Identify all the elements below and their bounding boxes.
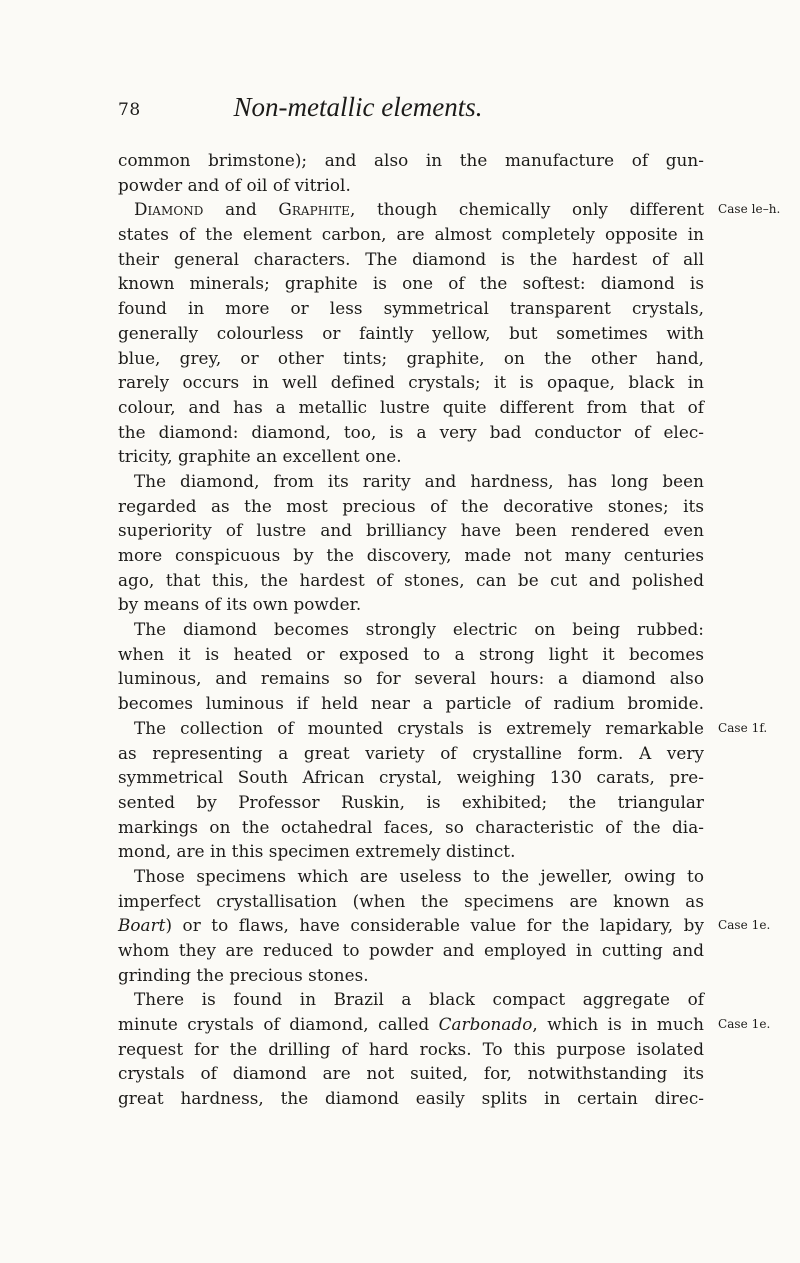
margin-note: Case le–h. (718, 202, 781, 217)
text-line: whom they are reduced to powder and employed in cutting and (118, 940, 704, 960)
text-line: superiority of lustre and brilliancy have been rendered even (118, 520, 704, 541)
text-line (118, 913, 771, 938)
text-line: known minerals; graphite is one of the softest: diamond is (118, 273, 704, 294)
text-line: request for the drilling of hard rocks. To this purpose isolated (118, 1038, 704, 1059)
text-line: tricity, graphite an excellent one. (118, 446, 402, 467)
text-line: when it is heated or exposed to a strong light it becomes (118, 643, 704, 664)
text-line: crystals of diamond are not suited, for, notwithstanding its (118, 1063, 704, 1084)
text-line: powder and of oil of vitriol. (118, 174, 351, 195)
italic-term: Boart (118, 915, 166, 936)
text-line: markings on the octahedral faces, so characteristic of the dia- (118, 816, 704, 837)
text-line: found in more or less symmetrical transparent crystals, (118, 298, 704, 319)
text-line: states of the element carbon, are almost completely opposite in (118, 224, 704, 245)
text-line: great hardness, the diamond easily splits in certain direc- (118, 1088, 704, 1109)
text-line: becomes luminous if held near a particle of radium bromide. (118, 693, 704, 714)
italic-term: Carbonado (438, 1014, 533, 1035)
text-line: Those specimens which are useless to the jeweller, owing to (134, 865, 704, 886)
page-number: 78 (118, 100, 141, 120)
text-line: The diamond becomes strongly electric on being rubbed: (134, 619, 704, 640)
text-line: There is found in Brazil a black compact aggregate of (134, 989, 704, 1010)
text-line: symmetrical South African crystal, weighing 130 carats, pre- (118, 767, 704, 788)
text-line: The collection of mounted crystals is extremely remarkable Case 1f. (118, 716, 704, 741)
margin-note: Case 1e. (718, 1017, 771, 1032)
text-line: imperfect crystallisation (when the specimens are known as (118, 890, 704, 911)
text-line: blue, grey, or other tints; graphite, on the other hand, (118, 347, 704, 368)
text-line: colour, and has a metallic lustre quite different from that of (118, 396, 704, 417)
margin-note: Case 1e. (718, 918, 771, 933)
text-line: generally colourless or faintly yellow, but sometimes with (118, 322, 704, 343)
small-caps-term: Diamond (134, 199, 204, 220)
running-title: Non-metallic elements. (233, 92, 483, 122)
text-line: mond, are in this specimen extremely distinct. (118, 841, 516, 862)
text-line: regarded as the most precious of the decorative stones; its (118, 495, 704, 516)
text-line: ago, that this, the hardest of stones, can be cut and polished (118, 569, 704, 590)
text-line: by means of its own powder. (118, 594, 362, 615)
small-caps-term: Graphite (278, 199, 350, 220)
text-line: the diamond: diamond, too, is a very bad conductor of elec- (118, 421, 704, 442)
text-line: sented by Professor Ruskin, is exhibited; the triangular (118, 791, 704, 812)
text-line: common brimstone); and also in the manufacture of gun- (118, 150, 704, 170)
text-line (118, 1012, 771, 1037)
text-line: their general characters. The diamond is the hardest of all (118, 248, 704, 269)
text-segment: and (203, 199, 279, 220)
page-header (118, 92, 598, 132)
text-line: more conspicuous by the discovery, made not many centuries (118, 545, 704, 565)
text-segment: minute crystals of diamond, called (118, 1014, 439, 1035)
text-line: The diamond, from its rarity and hardness, has long been (134, 470, 704, 491)
text-segment: , though chemically only different (349, 199, 704, 220)
text-segment: , which is in much (532, 1014, 704, 1035)
text-line: luminous, and remains so for several hours: a diamond also (118, 668, 704, 689)
text-segment: ) or to flaws, have considerable value for the lapidary, by (165, 915, 704, 936)
text-line: rarely occurs in well defined crystals; it is opaque, black in (118, 372, 704, 393)
body-text (118, 148, 781, 1111)
margin-note: Case 1f. (718, 720, 768, 735)
text-line (118, 197, 781, 222)
text-line: as representing a great variety of crystalline form. A very (118, 742, 704, 763)
text-line: grinding the precious stones. (118, 964, 369, 985)
